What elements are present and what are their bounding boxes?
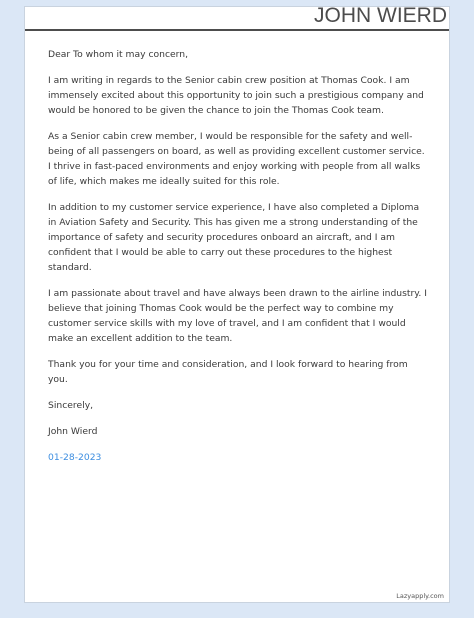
paragraph-1: I am writing in regards to the Senior cabin crew position at Thomas Cook. I am immensely excited about this opportunity to join such a prestigious company and would be honored to be given the chance to join the Thomas Cook team. [48, 75, 424, 116]
paragraph-4: I am passionate about travel and have always been drawn to the airline industry. I believe that joining Thomas Cook would be the perfect way to combine my customer service skills with my love of travel, and I am confident that I would make an excellent addition to the team. [48, 288, 427, 344]
paragraph-5: Thank you for your time and consideration, and I look forward to hearing from you. [48, 359, 408, 385]
closing: Sincerely, [48, 400, 94, 411]
salutation: Dear To whom it may concern, [48, 49, 189, 60]
letter-date: 01-28-2023 [48, 452, 102, 463]
paragraph-2: As a Senior cabin crew member, I would be responsible for the safety and well-being of all passengers on board, as well as providing excellent customer service. I thrive in fast-paced environments and enjoy working with people from all walks of life, which makes me ideally suited for this role. [48, 131, 425, 187]
paragraph-3: In addition to my customer service experience, I have also completed a Diploma in Aviation Safety and Security. This has given me a strong understanding of the importance of safety and security procedures onboard an aircraft, and I am confident that I would be able to carry out these procedures to the highest standard. [48, 202, 420, 273]
applicant-name: JOHN WIERD [314, 4, 447, 27]
footer-watermark: Lazyapply.com [396, 592, 444, 600]
letter-page [24, 6, 450, 603]
signature-name: John Wierd [48, 426, 98, 437]
letter-body [48, 47, 430, 476]
header-bar [25, 4, 449, 31]
